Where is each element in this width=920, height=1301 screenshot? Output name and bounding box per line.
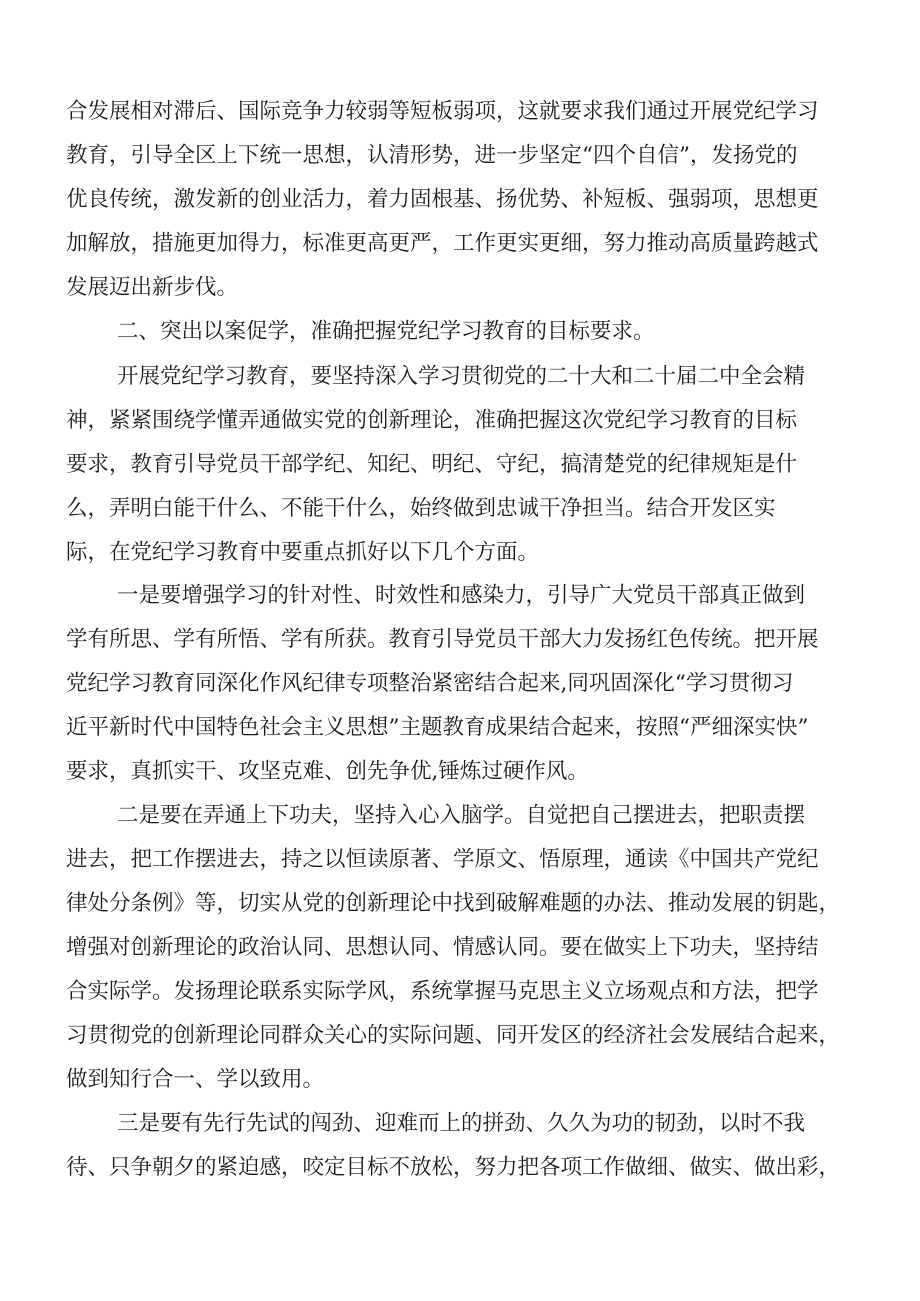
- text-line: 律处分条例》等，切实从党的创新理论中找到破解难题的办法、推动发展的钥匙，: [66, 891, 841, 916]
- text-line: 合实际学。发扬理论联系实际学风，系统掌握马克思主义立场观点和方法，把学: [66, 979, 819, 1004]
- text-line: 优良传统，激发新的创业活力，着力固根基、扬优势、补短板、强弱项，思想更: [66, 187, 819, 212]
- text-line: 合发展相对滞后、国际竞争力较弱等短板弱项，这就要求我们通过开展党纪学习: [66, 99, 819, 124]
- text-line: 么，弄明白能干什么、不能干什么，始终做到忠诚干净担当。结合开发区实: [66, 496, 776, 521]
- text-line: 神，紧紧围绕学懂弄通做实党的创新理论，准确把握这次党纪学习教育的目标: [66, 408, 798, 433]
- text-line: 进去，把工作摆进去，持之以恒读原著、学原文、悟原理，通读《中国共产党纪: [66, 847, 819, 872]
- text-line: 发展迈出新步伐。: [66, 275, 239, 300]
- text-line: 要求，教育引导党员干部学纪、知纪、明纪、守纪，搞清楚党的纪律规矩是什: [66, 452, 798, 477]
- text-line: 增强对创新理论的政治认同、思想认同、情感认同。要在做实上下功夫，坚持结: [66, 935, 819, 960]
- text-line: 党纪学习教育同深化作风纪律专项整治紧密结合起来,同巩固深化“学习贯彻习: [66, 671, 794, 696]
- text-line: 教育，引导全区上下统一思想，认清形势，进一步坚定“四个自信”，发扬党的: [66, 143, 798, 168]
- text-line: 做到知行合一、学以致用。: [66, 1067, 325, 1092]
- text-line: 近平新时代中国特色社会主义思想”主题教育成果结合起来，按照“严细深实快”: [66, 715, 809, 740]
- text-line: 学有所思、学有所悟、学有所获。教育引导党员干部大力发扬红色传统。把开展: [66, 627, 819, 652]
- text-line: 际，在党纪学习教育中要重点抓好以下几个方面。: [66, 540, 540, 565]
- text-line: 一是要增强学习的针对性、时效性和感染力，引导广大党员干部真正做到: [117, 583, 806, 608]
- text-line: 开展党纪学习教育，要坚持深入学习贯彻党的二十大和二十届二中全会精: [117, 364, 806, 389]
- text-line: 习贯彻党的创新理论同群众关心的实际问题、同开发区的经济社会发展结合起来，: [66, 1023, 841, 1048]
- text-line: 三是要有先行先试的闯劲、迎难而上的拼劲、久久为功的韧劲，以时不我: [117, 1111, 806, 1136]
- text-line: 待、只争朝夕的紧迫感，咬定目标不放松，努力把各项工作做细、做实、做出彩，: [66, 1155, 841, 1180]
- text-line: 加解放，措施更加得力，标准更高更严，工作更实更细，努力推动高质量跨越式: [66, 231, 819, 256]
- section-heading: 二、突出以案促学，准确把握党纪学习教育的目标要求。: [117, 319, 655, 344]
- text-line: 二是要在弄通上下功夫，坚持入心入脑学。自觉把自己摆进去，把职责摆: [117, 803, 806, 828]
- text-line: 要求，真抓实干、攻坚克难、创先争优,锤炼过硬作风。: [66, 759, 589, 784]
